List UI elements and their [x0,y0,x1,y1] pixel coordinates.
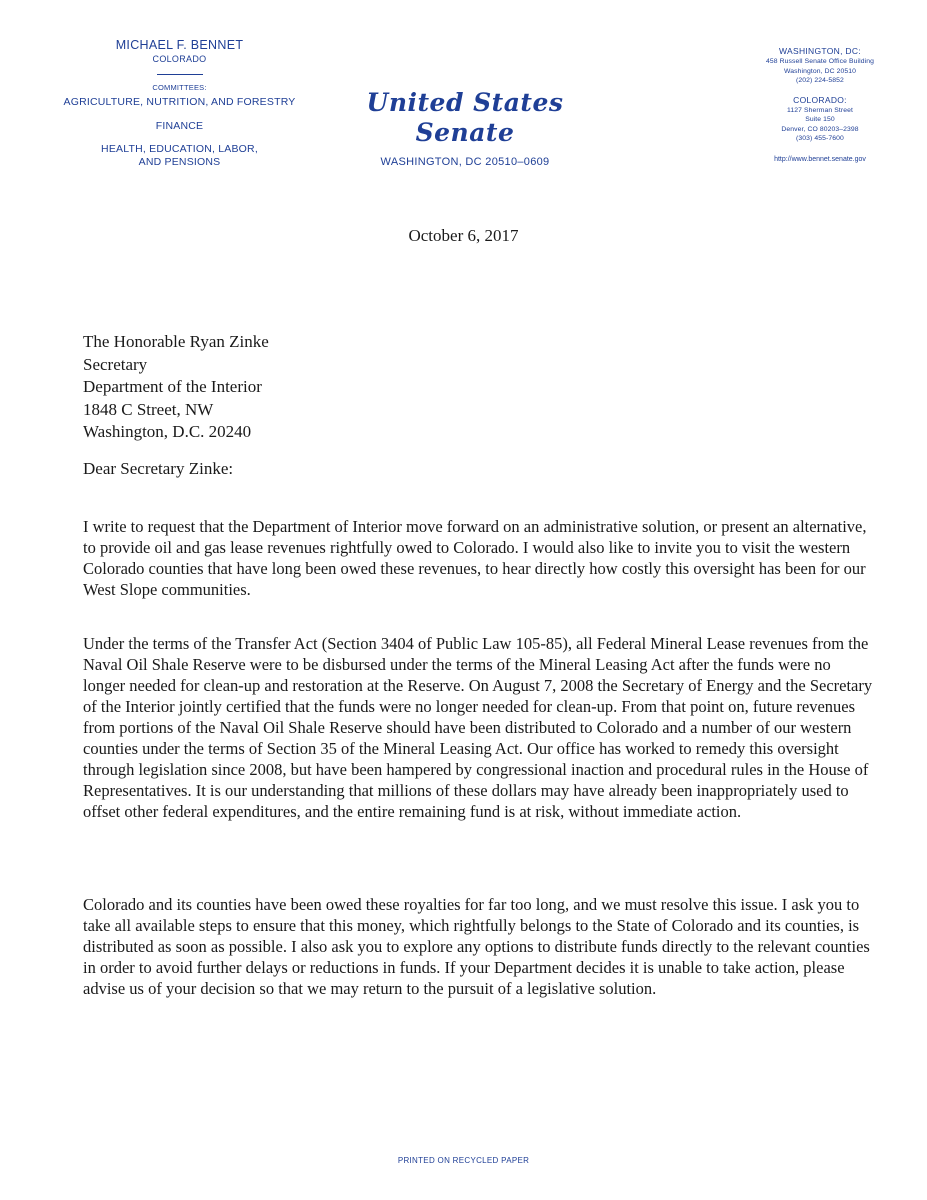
dc-office-heading: WASHINGTON, DC: [779,46,861,56]
co-office-phone: (303) 455-7600 [796,135,844,142]
committees-heading: COMMITTEES: [152,83,207,92]
senator-state: COLORADO [152,54,207,64]
salutation: Dear Secretary Zinke: [83,459,234,478]
dc-office-line: Washington, DC 20510 [783,67,857,75]
committee-help [52,143,307,168]
recipient-line: Department of the Interior [83,377,262,396]
body-paragraph-2: Under the terms of the Transfer Act (Section 3404 of Public Law 105-85), all Federal Mineral Lease revenues from the Naval Oil Shale Reserve were to be disbursed under the terms of the Mineral Leasing Act after the funds were no longer needed for clean-up and restoration at the Reserve. On August 7, 2008 the Secretary of Energy and the Secretary of the Interior jointly certified that the funds were no longer needed for clean-up. From that point on, future revenues from portions of the Naval Oil Shale Reserve should have been distributed to Colorado and a number of our western counties under the terms of Section 35 of the Mineral Leasing Act. Our office has worked to remedy this oversight through legislation since 2008, but have been hampered by congressional inaction and procedural rules in the House of Representatives. It is our understanding that millions of these dollars may have already been inappropriately used to offset other federal expenditures, and the entire remaining fund is at risk, without immediate action. [83,634,873,821]
senate-title: United States Senate [366,88,564,147]
committee-agriculture: AGRICULTURE, NUTRITION, AND FORESTRY [63,96,296,108]
dc-office-line: 458 Russell Senate Office Building [766,58,874,65]
recipient-line: Secretary [83,354,148,374]
co-office-line: Suite 150 [805,116,835,123]
recipient-address [83,331,269,444]
recipient-line: 1848 C Street, NW [83,399,214,419]
body-paragraph-3: Colorado and its counties have been owed these royalties for far too long, and we must resolve this issue. I ask you to take all available steps to ensure that this money, which rightfully belongs to the State of Colorado and its counties, is distributed as soon as possible. I also ask you to explore any options to distribute funds directly to the relevant counties in order to avoid further delays or reductions in funds. If your Department decides it is unable to take action, please advise us of your decision so that we may return to the pursuit of a legislative solution. [83,895,870,998]
co-office-line: 1127 Sherman Street [786,106,853,114]
committee-help-line-2: AND PENSIONS [138,155,221,168]
co-office-heading: COLORADO: [793,94,847,105]
recycled-paper-footer: PRINTED ON RECYCLED PAPER [397,1156,530,1165]
body-paragraph-1: I write to request that the Department of Interior move forward on an administrative solution, or present an alternative, to provide oil and gas lease revenues rightfully owed to Colorado. I would also like to invite you to visit the western Colorado counties that have long been owed these revenues, to hear directly how costly this oversight has been for our West Slope communities. [83,517,867,599]
recipient-line: Washington, D.C. 20240 [83,422,252,441]
senator-name: MICHAEL F. BENNET [115,38,244,52]
letterhead-divider [157,74,203,75]
senator-letterhead [52,38,307,168]
committee-help-line-1: HEALTH, EDUCATION, LABOR, [101,143,258,155]
senate-masthead [330,88,600,168]
co-office-line: Denver, CO 80203–2398 [781,125,859,133]
recipient-line: The Honorable Ryan Zinke [83,332,269,351]
office-addresses [745,46,895,165]
dc-office-phone: (202) 224-5852 [796,77,844,84]
website-url: http://www.bennet.senate.gov [774,155,866,163]
senate-address: WASHINGTON, DC 20510–0609 [380,156,550,168]
committee-finance: FINANCE [155,119,204,132]
letter-date: October 6, 2017 [408,226,519,245]
